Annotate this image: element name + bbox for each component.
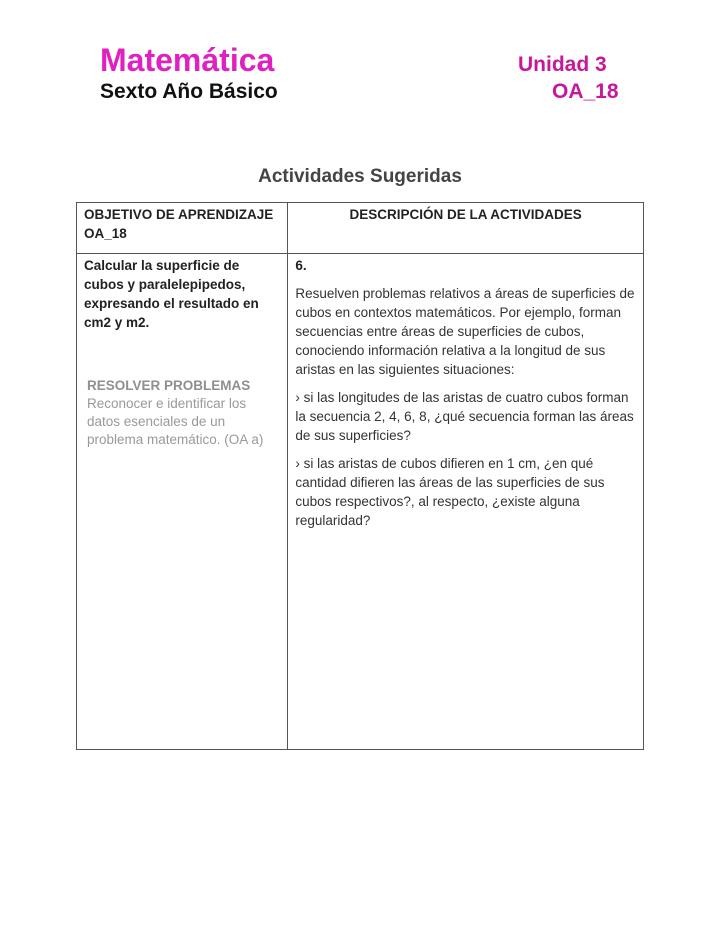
header-description: DESCRIPCIÓN DE LA ACTIVIDADES <box>288 203 644 254</box>
objective-cell <box>77 254 288 750</box>
table-header-row <box>77 203 644 254</box>
header-objective <box>77 203 288 254</box>
description-cell <box>288 254 644 750</box>
section-title-text: Actividades Sugeridas <box>258 166 462 187</box>
skill-title: RESOLVER PROBLEMAS <box>87 378 251 393</box>
activity-number: 6. <box>295 258 307 273</box>
activities-table <box>76 202 644 750</box>
activity-item: › si las aristas de cubos difieren en 1 cm, ¿en qué cantidad difieren las áreas de las superficies de sus cubos respectivos?, al respecto, ¿existe alguna regularidad? <box>295 456 605 528</box>
unit-label: Unidad 3 <box>518 53 607 76</box>
subject-title: Matemática <box>100 42 275 78</box>
table-row <box>77 254 644 750</box>
activity-item: › si las longitudes de las aristas de cuatro cubos forman la secuencia 2, 4, 6, 8, ¿qué secuencia forman las áreas de sus superficies? <box>295 390 634 443</box>
objective-text: Calcular la superficie de cubos y paralelepipedos, expresando el resultado en cm2 y m2. <box>84 258 259 330</box>
skill-text: Reconocer e identificar los datos esenciales de un problema matemático. (OA a) <box>87 396 264 447</box>
section-title <box>0 166 720 188</box>
header-objective-line2: OA_18 <box>84 226 127 241</box>
header-objective-line1: OBJETIVO DE APRENDIZAJE <box>84 207 274 222</box>
activity-intro: Resuelven problemas relativos a áreas de superficies de cubos en contextos matemáticos. Por ejemplo, forman secuencias entre áreas de superficies de cubos, conociendo información relativa a la longitud de sus aristas en las siguientes situaciones: <box>295 286 635 377</box>
objective-code: OA_18 <box>552 80 619 103</box>
grade-subtitle: Sexto Año Básico <box>100 80 278 103</box>
skill-box <box>87 377 280 449</box>
